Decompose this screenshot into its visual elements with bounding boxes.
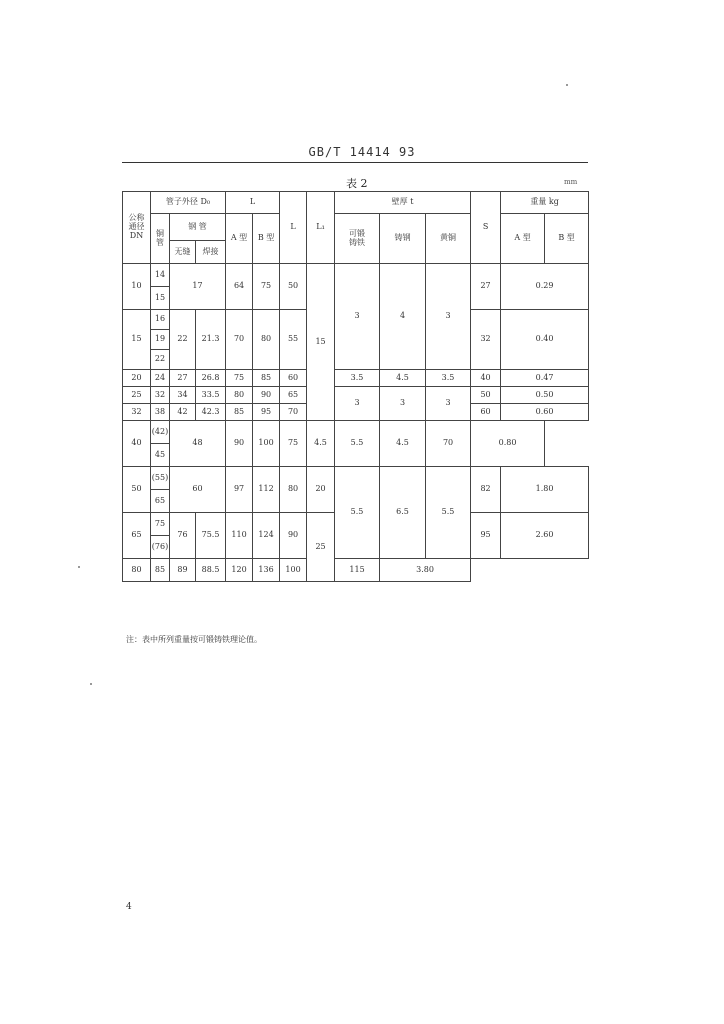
a-cell: 110: [226, 513, 253, 559]
weight-header: 重量 kg: [501, 192, 589, 214]
S-cell: 95: [471, 513, 501, 559]
wall-malleable-header: 可锻 铸铁: [335, 214, 380, 264]
copper-cell: 32: [151, 387, 170, 404]
welded-header: 焊接: [196, 241, 226, 264]
S-cell: 50: [471, 387, 501, 404]
weight-cell: 0.29: [501, 264, 589, 310]
S-cell: 82: [471, 467, 501, 513]
steel-cell: 60: [170, 467, 226, 513]
L-cell: 75: [280, 421, 307, 467]
S-cell: 32: [471, 310, 501, 370]
wall-caststeel-header: 铸钢: [380, 214, 426, 264]
b-cell: 136: [253, 559, 280, 582]
L-cell: 55: [280, 310, 307, 370]
standard-header: GB/T 14414 93: [308, 145, 416, 159]
L1-header: L₁: [307, 192, 335, 264]
pipe-od-header: 管子外径 D₀: [151, 192, 226, 214]
L-col-header: L: [280, 192, 307, 264]
weight-b-header: B 型: [545, 214, 589, 264]
copper-cell: (76): [151, 536, 170, 559]
L1-cell: 20: [307, 467, 335, 513]
b-cell: 80: [253, 310, 280, 370]
copper-cell: 45: [151, 444, 170, 467]
welded-cell: 21.3: [196, 310, 226, 370]
welded-cell: 42.3: [196, 404, 226, 421]
wall-b-cell: 6.5: [380, 467, 426, 559]
table-title: 表 2: [346, 177, 368, 190]
L-cell: 50: [280, 264, 307, 310]
copper-cell: 65: [151, 490, 170, 513]
welded-cell: 75.5: [196, 513, 226, 559]
wall-c-cell: 3: [426, 387, 471, 421]
wall-a-cell: 3: [335, 264, 380, 370]
S-cell: 40: [471, 370, 501, 387]
welded-cell: 88.5: [196, 559, 226, 582]
weight-cell: 3.80: [380, 559, 471, 582]
weight-cell: 0.47: [501, 370, 589, 387]
dn-cell: 80: [123, 559, 151, 582]
weight-a-header: A 型: [501, 214, 545, 264]
S-cell: 70: [426, 421, 471, 467]
steel-cell: 17: [170, 264, 226, 310]
wall-b-cell: 4: [380, 264, 426, 370]
b-cell: 90: [253, 387, 280, 404]
L-cell: 65: [280, 387, 307, 404]
welded-cell: 33.5: [196, 387, 226, 404]
L-header: L: [226, 192, 280, 214]
type-b-header: B 型: [253, 214, 280, 264]
seamless-cell: 22: [170, 310, 196, 370]
steel-header: 钢 管: [170, 214, 226, 241]
wall-brass-header: 黄铜: [426, 214, 471, 264]
dn-cell: 40: [123, 421, 151, 467]
S-cell: 27: [471, 264, 501, 310]
weight-cell: 2.60: [501, 513, 589, 559]
wall-c-cell: 3.5: [426, 370, 471, 387]
wall-b-cell: 4.5: [380, 370, 426, 387]
scan-speck: [90, 683, 92, 685]
dn-header: 公称 通径 DN: [123, 192, 151, 264]
copper-cell: 75: [151, 513, 170, 536]
a-cell: 75: [226, 370, 253, 387]
seamless-cell: 42: [170, 404, 196, 421]
scan-speck: [78, 566, 80, 568]
weight-cell: 0.50: [501, 387, 589, 404]
copper-cell: 19: [151, 330, 170, 350]
a-cell: 90: [226, 421, 253, 467]
wall-c-cell: 3: [426, 264, 471, 370]
S-cell: 115: [335, 559, 380, 582]
b-cell: 85: [253, 370, 280, 387]
weight-cell: 1.80: [501, 467, 589, 513]
steel-cell: 48: [170, 421, 226, 467]
header-rule: [122, 162, 588, 163]
wall-c-cell: 5.5: [426, 467, 471, 559]
dn-cell: 50: [123, 467, 151, 513]
seamless-header: 无缝: [170, 241, 196, 264]
L-cell: 100: [280, 559, 307, 582]
L-cell: 70: [280, 404, 307, 421]
dn-cell: 65: [123, 513, 151, 559]
wall-a-cell: 4.5: [307, 421, 335, 467]
seamless-cell: 76: [170, 513, 196, 559]
dn-cell: 25: [123, 387, 151, 404]
b-cell: 112: [253, 467, 280, 513]
weight-cell: 0.80: [471, 421, 545, 467]
a-cell: 85: [226, 404, 253, 421]
copper-cell: (42): [151, 421, 170, 444]
seamless-cell: 34: [170, 387, 196, 404]
a-cell: 120: [226, 559, 253, 582]
scan-speck: [566, 84, 568, 86]
copper-cell: (55): [151, 467, 170, 490]
dn-cell: 20: [123, 370, 151, 387]
copper-cell: 14: [151, 264, 170, 287]
b-cell: 75: [253, 264, 280, 310]
a-cell: 97: [226, 467, 253, 513]
L1-cell: 25: [307, 513, 335, 582]
wall-a-cell: 3: [335, 387, 380, 421]
b-cell: 124: [253, 513, 280, 559]
seamless-cell: 89: [170, 559, 196, 582]
a-cell: 70: [226, 310, 253, 370]
wall-b-cell: 3: [380, 387, 426, 421]
weight-cell: 0.40: [501, 310, 589, 370]
dimension-table: [122, 191, 589, 582]
unit-label: mm: [564, 178, 578, 186]
L1-cell: 15: [307, 264, 335, 421]
S-cell: 60: [471, 404, 501, 421]
wall-c-cell: 4.5: [380, 421, 426, 467]
copper-cell: 24: [151, 370, 170, 387]
L-cell: 80: [280, 467, 307, 513]
wall-a-cell: 3.5: [335, 370, 380, 387]
table-note: 注：表中所列重量按可锻铸铁理论值。: [126, 635, 262, 644]
copper-cell: 38: [151, 404, 170, 421]
b-cell: 95: [253, 404, 280, 421]
dn-cell: 10: [123, 264, 151, 310]
b-cell: 100: [253, 421, 280, 467]
copper-cell: 16: [151, 310, 170, 330]
a-cell: 80: [226, 387, 253, 404]
copper-header: 铜 管: [151, 214, 170, 264]
wall-a-cell: 5.5: [335, 467, 380, 559]
welded-cell: 26.8: [196, 370, 226, 387]
S-header: S: [471, 192, 501, 264]
a-cell: 64: [226, 264, 253, 310]
weight-cell: 0.60: [501, 404, 589, 421]
dn-cell: 15: [123, 310, 151, 370]
L-cell: 90: [280, 513, 307, 559]
copper-cell: 85: [151, 559, 170, 582]
wall-b-cell: 5.5: [335, 421, 380, 467]
seamless-cell: 27: [170, 370, 196, 387]
page-number: 4: [126, 902, 132, 912]
copper-cell: 15: [151, 287, 170, 310]
L-cell: 60: [280, 370, 307, 387]
type-a-header: A 型: [226, 214, 253, 264]
dn-cell: 32: [123, 404, 151, 421]
copper-cell: 22: [151, 350, 170, 370]
wall-header: 壁厚 t: [335, 192, 471, 214]
